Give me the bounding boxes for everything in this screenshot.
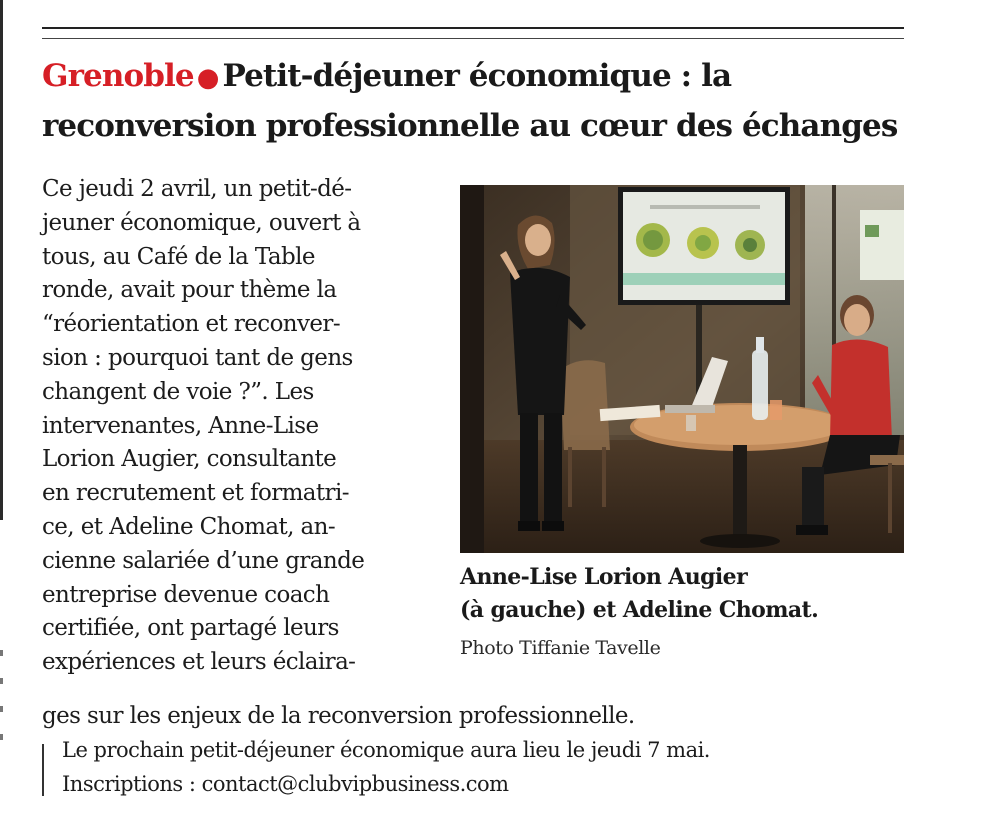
body-line: “réorientation et reconver- <box>42 311 340 338</box>
body-line: Lorion Augier, consultante <box>42 446 337 473</box>
photo-credit: Photo Tiffanie Tavelle <box>460 637 661 659</box>
body-line: certifiée, ont partagé leurs <box>42 615 339 642</box>
caption-line-1: Anne-Lise Lorion Augier <box>460 564 748 590</box>
event-photo-icon <box>460 185 904 553</box>
body-line: changent de voie ?”. Les <box>42 378 314 405</box>
body-line: expériences et leurs éclaira- <box>42 649 356 676</box>
bullet-dot-icon: ● <box>196 63 219 93</box>
photo-caption <box>460 561 920 627</box>
body-line: sion : pourquoi tant de gens <box>42 344 353 371</box>
margin-marks <box>0 650 6 770</box>
article-headline <box>42 52 922 150</box>
note-bar <box>42 744 44 796</box>
headline-kicker: Grenoble <box>42 58 194 94</box>
headline-line-1: Petit-déjeuner économique : la <box>222 58 732 94</box>
body-line: cienne salariée d’une grande <box>42 547 365 574</box>
body-line: Ce jeudi 2 avril, un petit-dé- <box>42 176 352 202</box>
body-line: tous, au Café de la Table <box>42 243 315 270</box>
body-last-line: ges sur les enjeux de la reconversion professionnelle. <box>42 703 635 729</box>
top-rule-thin <box>42 38 904 39</box>
body-line: jeuner économique, ouvert à <box>42 209 361 236</box>
note-line-2: Inscriptions : contact@clubvipbusiness.com <box>62 772 509 796</box>
event-note <box>62 733 710 801</box>
body-line: en recrutement et formatri- <box>42 480 349 507</box>
body-line: ronde, avait pour thème la <box>42 277 337 304</box>
body-line: intervenantes, Anne-Lise <box>42 412 319 439</box>
page-edge <box>0 0 3 520</box>
body-line: entreprise devenue coach <box>42 581 330 608</box>
article-body <box>42 173 442 680</box>
headline-line-2: reconversion professionnelle au cœur des échanges <box>42 108 898 144</box>
note-line-1: Le prochain petit-déjeuner économique aura lieu le jeudi 7 mai. <box>62 738 710 762</box>
top-rule <box>42 27 904 29</box>
body-line: ce, et Adeline Chomat, an- <box>42 513 336 540</box>
caption-line-2: (à gauche) et Adeline Chomat. <box>460 597 819 623</box>
